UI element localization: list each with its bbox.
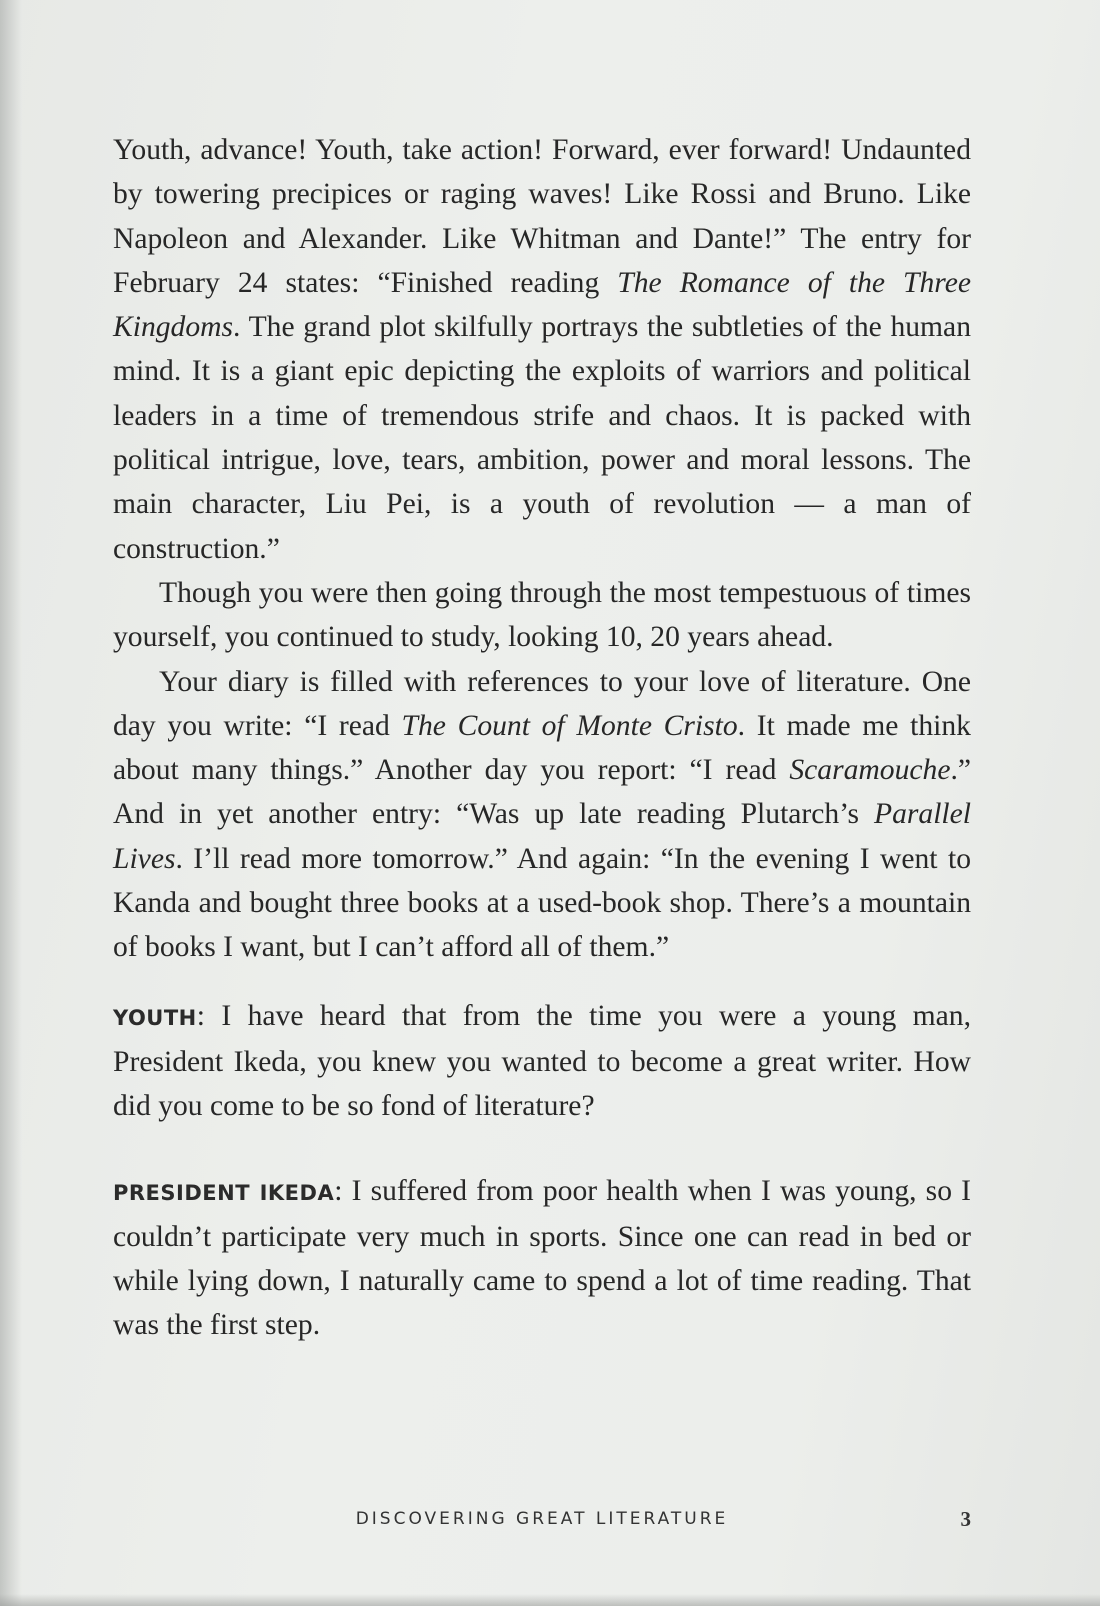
page-bottom-edge: [0, 1594, 1100, 1606]
speaker-label: YOUTH: [113, 1005, 197, 1030]
dialogue-president-ikeda: PRESIDENT IKEDA: I suffered from poor health when I was young, so I couldn’t participate very much in sports. Since one can read in bed or while lying down, I naturally came to spend a lot of time reading. That was the first step.: [113, 1174, 972, 1342]
book-title-parallel-lives: Parallel Lives: [113, 798, 971, 875]
dialogue-youth: YOUTH: I have heard that from the time you were a young man, President Ikeda, you knew you wanted to become a great writer. How did you come to be so fond of literature?: [113, 999, 971, 1123]
book-title-three-kingdoms: The Romance of the Three Kingdoms: [113, 266, 971, 344]
paragraph-3: Your diary is filled with references to your love of literature. One day you write: “I read The Count of Monte Cristo. It made me think about many things.” Another day you report: “I read Scaramouche.” And in yet another entry: “Was up late reading Plutarch’s Parallel Lives. I’ll read more tomorrow.” And again: “In the evening I went to Kanda and bought three books at a used-book shop. There’s a mountain of books I want, but I can’t afford all of them.”: [113, 665, 971, 964]
running-head: DISCOVERING GREAT LITERATURE: [355, 1509, 729, 1529]
book-title-monte-cristo: The Count of Monte Cristo: [401, 709, 738, 742]
paragraph-1: Youth, advance! Youth, take action! Forward, ever forward! Undaunted by towering precipices or raging waves! Like Rossi and Bruno. Like Napoleon and Alexander. Like Whitman and Dante!” The entry for February 24 states: “Finished reading The Romance of the Three Kingdoms. The grand plot skilfully portrays the subtleties of the human mind. It is a giant epic depicting the exploits of warriors and political leaders in a time of tremendous strife and chaos. It is packed with political intrigue, love, tears, ambition, power and moral lessons. The main character, Liu Pei, is a youth of revolution — a man of construction.”: [113, 134, 971, 565]
body-text: [113, 128, 971, 1348]
book-title-scaramouche: Scaramouche: [789, 754, 951, 787]
paragraph-2: Though you were then going through the most tempestuous of times yourself, you continued to study, looking 10, 20 years ahead.: [113, 576, 971, 654]
spine-shadow: [0, 0, 22, 1606]
page-footer: [113, 1509, 971, 1539]
speaker-label: PRESIDENT IKEDA: [113, 1180, 335, 1205]
page-number: 3: [960, 1507, 971, 1531]
